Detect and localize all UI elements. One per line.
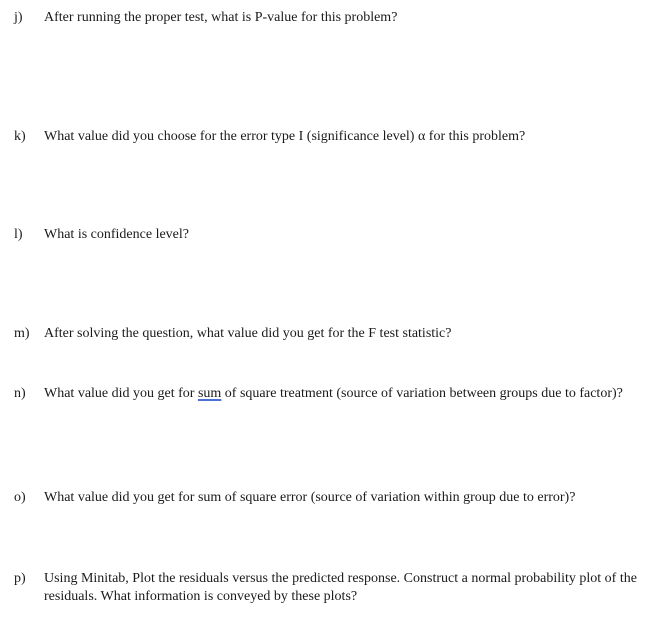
question-k [14, 128, 644, 146]
question-label: j) [14, 10, 23, 25]
question-o [14, 489, 644, 507]
question-label: p) [14, 571, 26, 586]
question-j [14, 9, 644, 27]
question-label: l) [14, 227, 23, 242]
question-text: What value did you choose for the error type I (significance level) α for this problem? [44, 129, 526, 144]
question-text [44, 385, 644, 403]
question-label: k) [14, 129, 26, 144]
question-text: What value did you get for sum of square error (source of variation within group due to error)? [44, 490, 576, 505]
question-m [14, 325, 644, 343]
question-text-part: What value did you get for [44, 386, 198, 401]
spellcheck-underlined-word: sum [197, 386, 222, 401]
question-p [14, 570, 644, 606]
question-text: What is confidence level? [44, 227, 189, 242]
question-l [14, 226, 644, 244]
question-label: o) [14, 490, 26, 505]
question-text: Using Minitab, Plot the residuals versus the predicted response. Construct a normal probability plot of the residuals. What information is conveyed by these plots? [44, 571, 637, 604]
question-label: m) [14, 326, 30, 341]
question-text-part: of square treatment (source of variation between groups due to factor)? [221, 386, 623, 401]
question-text: After solving the question, what value did you get for the F test statistic? [44, 326, 452, 341]
question-label: n) [14, 386, 26, 401]
question-text: After running the proper test, what is P-value for this problem? [44, 10, 398, 25]
question-n [14, 385, 644, 403]
